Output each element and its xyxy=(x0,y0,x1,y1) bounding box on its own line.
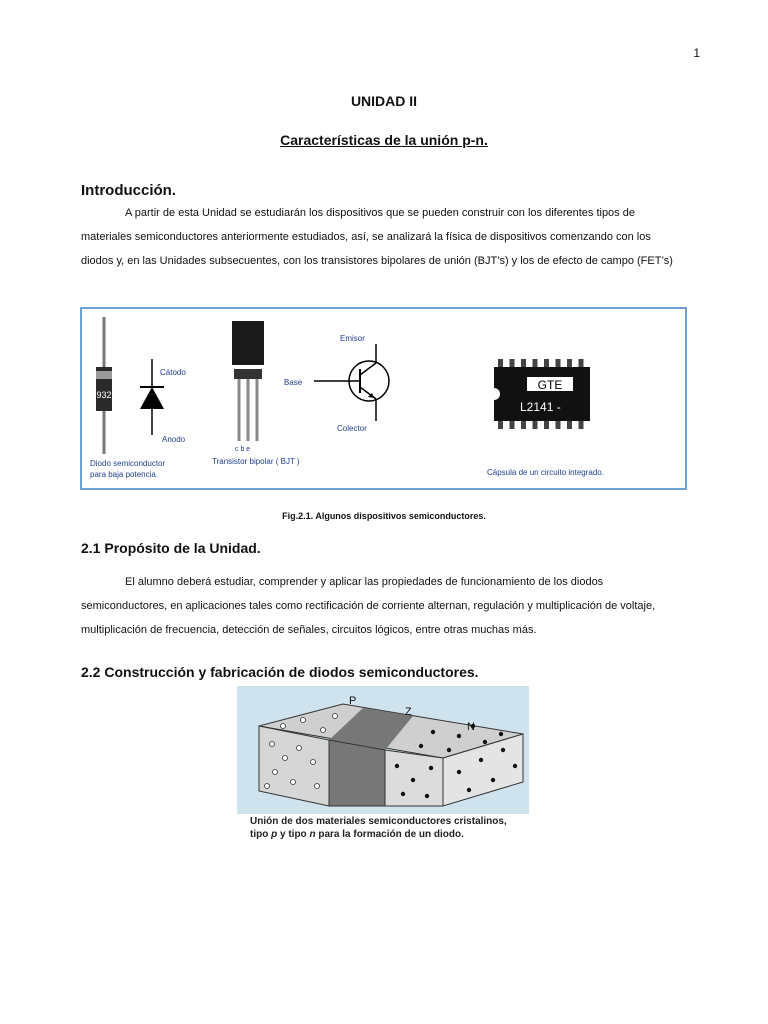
chapter-subtitle: Características de la unión p-n. xyxy=(280,132,488,148)
ic-pin xyxy=(579,421,584,429)
intro-line-2: materiales semiconductores anteriormente estudiados, así, se analizará la física de dispositivos comenzando con los xyxy=(81,231,651,243)
diode-caption-line-2: para baja potencia. xyxy=(90,470,159,479)
ic-pin xyxy=(498,359,503,367)
pn-caption-y-tipo: y tipo xyxy=(277,829,310,840)
pn-caption-line-2 xyxy=(250,828,550,841)
diode-marking: 932 xyxy=(96,390,112,400)
ic-pin xyxy=(533,421,538,429)
ic-pins-bottom xyxy=(498,421,584,429)
diode-band xyxy=(96,371,112,379)
ic-pin xyxy=(498,421,503,429)
intro-line-1 xyxy=(81,201,687,225)
ic-pin xyxy=(510,421,515,429)
base-label: Base xyxy=(284,378,303,387)
ic-pin xyxy=(521,359,526,367)
diode-symbol-triangle xyxy=(140,387,164,409)
unit-title: UNIDAD II xyxy=(350,93,418,109)
ic-pin xyxy=(533,359,538,367)
transistor-symbol-emitter-arm xyxy=(360,363,376,375)
ic-caption: Cápsula de un circuito integrado. xyxy=(487,468,604,477)
collector-label: Colector xyxy=(337,424,367,433)
ic-pin xyxy=(544,421,549,429)
s21-line-2: semiconductores, en aplicaciones tales como rectificación de corriente alternan, regulación y multiplicación de voltaje, xyxy=(81,600,656,612)
intro-paragraph xyxy=(81,201,687,273)
intro-line-3: diodos y, en las Unidades subsecuentes, con los transistores bipolares de unión (BJT’s) y los de efecto de campo (FET’s) xyxy=(81,255,673,267)
ic-pins-top xyxy=(498,359,584,367)
pn-caption-rest: para la formación de un diodo. xyxy=(315,829,464,840)
ic-pin xyxy=(521,421,526,429)
section-2-1-paragraph xyxy=(81,570,687,642)
p-front-face xyxy=(259,726,329,806)
figure-caption: Fig.2.1. Algunos dispositivos semiconductores. xyxy=(282,511,486,521)
ic-pin xyxy=(556,359,561,367)
semiconductor-devices-figure xyxy=(80,307,687,490)
z-front-face xyxy=(329,740,385,806)
cathode-label: Cátodo xyxy=(160,368,186,377)
ic-pin xyxy=(567,421,572,429)
transistor-caption: Transistor bipolar ( BJT ) xyxy=(212,457,300,466)
ic-pin xyxy=(544,359,549,367)
pn-caption-tipo: tipo xyxy=(250,829,272,840)
pn-caption-p: p xyxy=(271,829,278,840)
transistor-base-ledge xyxy=(234,369,262,379)
label-n: N xyxy=(467,721,475,733)
ic-pin xyxy=(510,359,515,367)
ic-code: L2141 - xyxy=(520,400,561,414)
emitter-label: Emisor xyxy=(340,334,365,343)
ic-brand: GTE xyxy=(537,378,563,392)
ic-pin xyxy=(556,421,561,429)
intro-heading: Introducción. xyxy=(81,182,176,199)
ic-pin xyxy=(567,359,572,367)
anode-label: Anodo xyxy=(162,435,186,444)
devices-illustration xyxy=(82,309,685,488)
pn-caption-n: n xyxy=(309,829,316,840)
s21-line-1 xyxy=(81,570,687,594)
pn-caption-line-1: Unión de dos materiales semiconductores cristalinos, xyxy=(250,816,507,827)
intro-line-1-text: A partir de esta Unidad se estudiarán los dispositivos que se pueden construir con los diferentes tipos de xyxy=(125,207,635,219)
diode-caption-line-1: Diodo semiconductor xyxy=(90,459,166,468)
s21-line-1-text: El alumno deberá estudiar, comprender y aplicar las propiedades de funcionamiento de los diodos xyxy=(125,576,604,588)
section-2-1-heading: 2.1 Propósito de la Unidad. xyxy=(81,540,261,556)
page-number: 1 xyxy=(693,46,700,60)
n-front-face xyxy=(385,750,443,806)
pn-junction-block xyxy=(237,686,529,814)
label-p: P xyxy=(349,695,357,707)
transistor-pin-labels: c b e xyxy=(235,446,251,453)
section-2-2-heading: 2.2 Construcción y fabricación de diodos semiconductores. xyxy=(81,664,479,680)
pn-junction-illustration xyxy=(237,686,529,814)
transistor-body xyxy=(232,321,264,365)
ic-pin xyxy=(579,359,584,367)
s21-line-3: multiplicación de frecuencia, detección de señales, circuitos lógicos, entre otras muchas más. xyxy=(81,624,537,636)
pn-junction-caption xyxy=(250,815,550,841)
label-z: Z xyxy=(405,706,412,718)
